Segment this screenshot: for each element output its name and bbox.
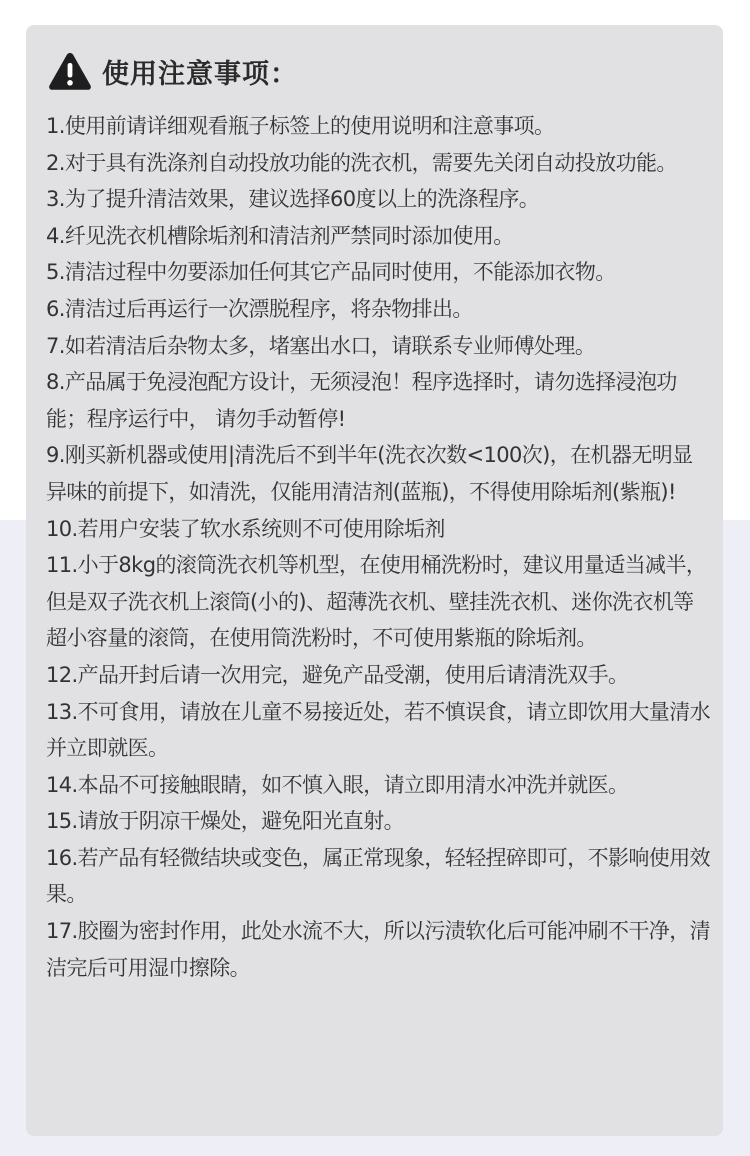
notice-header xyxy=(48,49,298,93)
notice-item-16: 16.若产品有轻微结块或变色，属正常现象，轻轻捏碎即可，不影响使用效果。 xyxy=(46,845,710,907)
notice-item-8: 8.产品属于免浸泡配方设计，无须浸泡！程序选择时，请勿选择浸泡功能；程序运行中， 请勿手动暂停! xyxy=(46,370,677,431)
notice-item-17: 17.胶圈为密封作用，此处水流不大，所以污渍软化后可能冲刷不干净，清洁完后可用湿巾擦除。 xyxy=(46,919,710,980)
notice-item-6: 6.清洁过后再运行一次漂脱程序，将杂物排出。 xyxy=(46,296,473,321)
notice-item-2: 2.对于具有洗涤剂自动投放功能的洗衣机，需要先关闭自动投放功能。 xyxy=(46,150,677,175)
notice-item-10: 10.若用户安装了软水系统则不可使用除垢剂 xyxy=(46,516,445,541)
notice-item-4: 4.纤见洗衣机槽除垢剂和清洁剂严禁同时添加使用。 xyxy=(46,223,514,248)
notice-item-11: 11.小于8kg的滚筒洗衣机等机型，在使用桶洗粉时，建议用量适当减半，但是双子洗衣机上滚筒(小的)、超薄洗衣机、壁挂洗衣机、迷你洗衣机等超小容量的滚筒，在使用筒洗粉时，不可使用紫瓶的除垢剂。 xyxy=(46,553,707,651)
notice-item-1: 1.使用前请详细观看瓶子标签上的使用说明和注意事项。 xyxy=(46,114,555,138)
notice-item-13: 13.不可食用，请放在儿童不易接近处，若不慎误食，请立即饮用大量清水并立即就医。 xyxy=(46,699,710,761)
notice-item-12: 12.产品开封后请一次用完，避免产品受潮，使用后请清洗双手。 xyxy=(46,662,629,687)
notice-item-14: 14.本品不可接触眼睛，如不慎入眼，请立即用清水冲洗并就医。 xyxy=(46,772,629,797)
notice-item-5: 5.清洁过程中勿要添加任何其它产品同时使用，不能添加衣物。 xyxy=(46,260,616,285)
notice-item-7: 7.如若清洁后杂物太多，堵塞出水口，请联系专业师傅处理。 xyxy=(46,333,596,358)
notice-card xyxy=(26,25,723,1136)
notice-title: 使用注意事项： xyxy=(102,58,298,90)
warning-icon xyxy=(48,51,92,91)
notice-item-3: 3.为了提升清洁效果，建议选择60度以上的洗涤程序。 xyxy=(46,187,540,212)
notice-item-9: 9.刚买新机器或使用|清洗后不到半年(洗衣次数<100次)，在机器无明显异味的前提下，如清洗，仅能用清洁剂(蓝瓶)，不得使用除垢剂(紫瓶)! xyxy=(46,443,693,504)
notice-list xyxy=(46,108,710,986)
notice-item-15: 15.请放于阴凉干燥处，避免阳光直射。 xyxy=(46,809,404,834)
